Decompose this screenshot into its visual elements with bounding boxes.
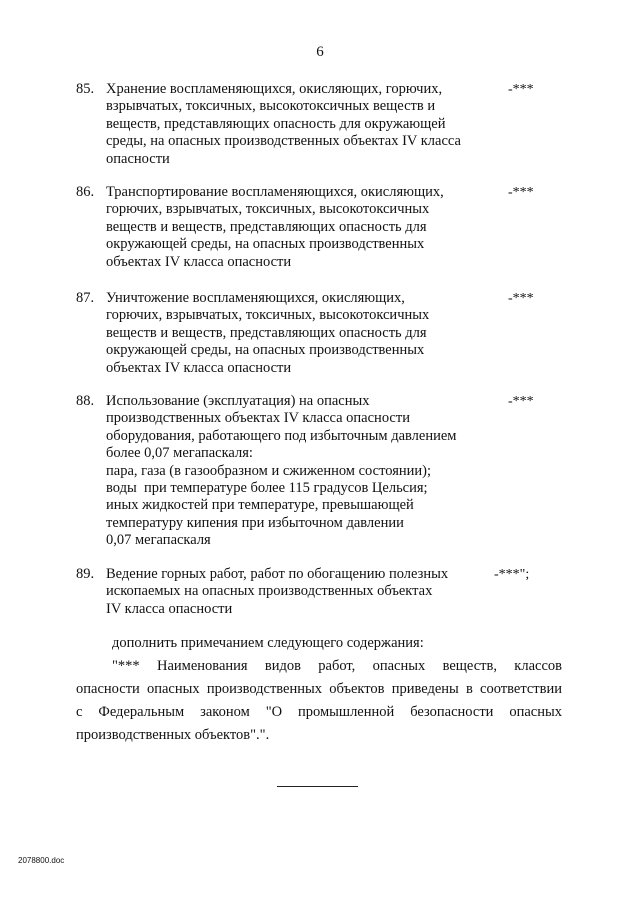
item-text [106, 393, 476, 550]
note-line: "*** Наименования видов работ, опасных веществ, классов [112, 658, 562, 674]
item-text-line: веществ, представляющих опасность для окружающей [106, 115, 446, 132]
item-text-line: объектах IV класса опасности [106, 359, 292, 376]
item-text-line: пара, газа (в газообразном и сжиженном состоянии); [106, 462, 432, 479]
item-number: 89. [76, 566, 95, 582]
note-line: с Федеральным законом "О промышленной безопасности опасных [76, 704, 562, 720]
item-text-line: иных жидкостей при температуре, превышающей [106, 497, 414, 514]
item-mark: -*** [508, 82, 534, 97]
item-text-line: горючих, взрывчатых, токсичных, высокотоксичных [106, 307, 430, 324]
item-text-line: веществ и веществ, представляющих опасность для [106, 218, 427, 235]
item-mark: -*** [508, 185, 534, 200]
supplement-intro: дополнить примечанием следующего содержания: [112, 635, 424, 651]
item-number: 86. [76, 184, 95, 200]
item-text [106, 81, 476, 168]
item-text-line: окружающей среды, на опасных производственных [106, 236, 425, 253]
item-text-line: IV класса опасности [106, 600, 233, 617]
item-mark: -***"; [494, 567, 530, 582]
item-number: 88. [76, 393, 95, 409]
item-mark: -*** [508, 394, 534, 409]
page-number: 6 [316, 44, 324, 60]
item-text-line: объектах IV класса опасности [106, 253, 292, 270]
item-text-line: Использование (эксплуатация) на опасных [106, 393, 370, 409]
item-text [106, 184, 476, 271]
item-text [106, 290, 476, 377]
item-text-line: окружающей среды, на опасных производственных [106, 342, 425, 359]
item-text-line: более 0,07 мегапаскаля: [106, 445, 253, 462]
item-text-line: 0,07 мегапаскаля [106, 532, 211, 549]
horizontal-rule [277, 786, 358, 787]
item-text-line: оборудования, работающего под избыточным давлением [106, 427, 457, 444]
item-text-line: горючих, взрывчатых, токсичных, высокотоксичных [106, 201, 430, 218]
item-text-line: Хранение воспламеняющихся, окисляющих, горючих, [106, 81, 443, 97]
item-text [106, 566, 476, 618]
item-mark: -*** [508, 291, 534, 306]
item-text-line: среды, на опасных производственных объектах IV класса [106, 133, 461, 150]
item-text-line: Транспортирование воспламеняющихся, окисляющих, [106, 184, 444, 200]
item-text-line: температуру кипения при избыточном давлении [106, 514, 404, 531]
item-number: 87. [76, 290, 95, 306]
item-text-line: Уничтожение воспламеняющихся, окисляющих, [106, 290, 405, 306]
note-line: производственных объектов".". [76, 727, 270, 743]
item-text-line: взрывчатых, токсичных, высокотоксичных веществ и [106, 98, 436, 115]
item-text-line: веществ и веществ, представляющих опасность для [106, 324, 427, 341]
item-number: 85. [76, 81, 95, 97]
footer-doc-name: 2078800.doc [18, 856, 65, 865]
item-text-line: Ведение горных работ, работ по обогащению полезных [106, 566, 449, 582]
item-text-line: опасности [106, 150, 170, 167]
item-text-line: воды при температуре более 115 градусов Цельсия; [106, 480, 428, 497]
item-text-line: ископаемых на опасных производственных объектах [106, 583, 433, 600]
note-line: опасности опасных производственных объектов приведены в соответствии [76, 681, 562, 697]
item-text-line: производственных объектах IV класса опасности [106, 410, 410, 427]
